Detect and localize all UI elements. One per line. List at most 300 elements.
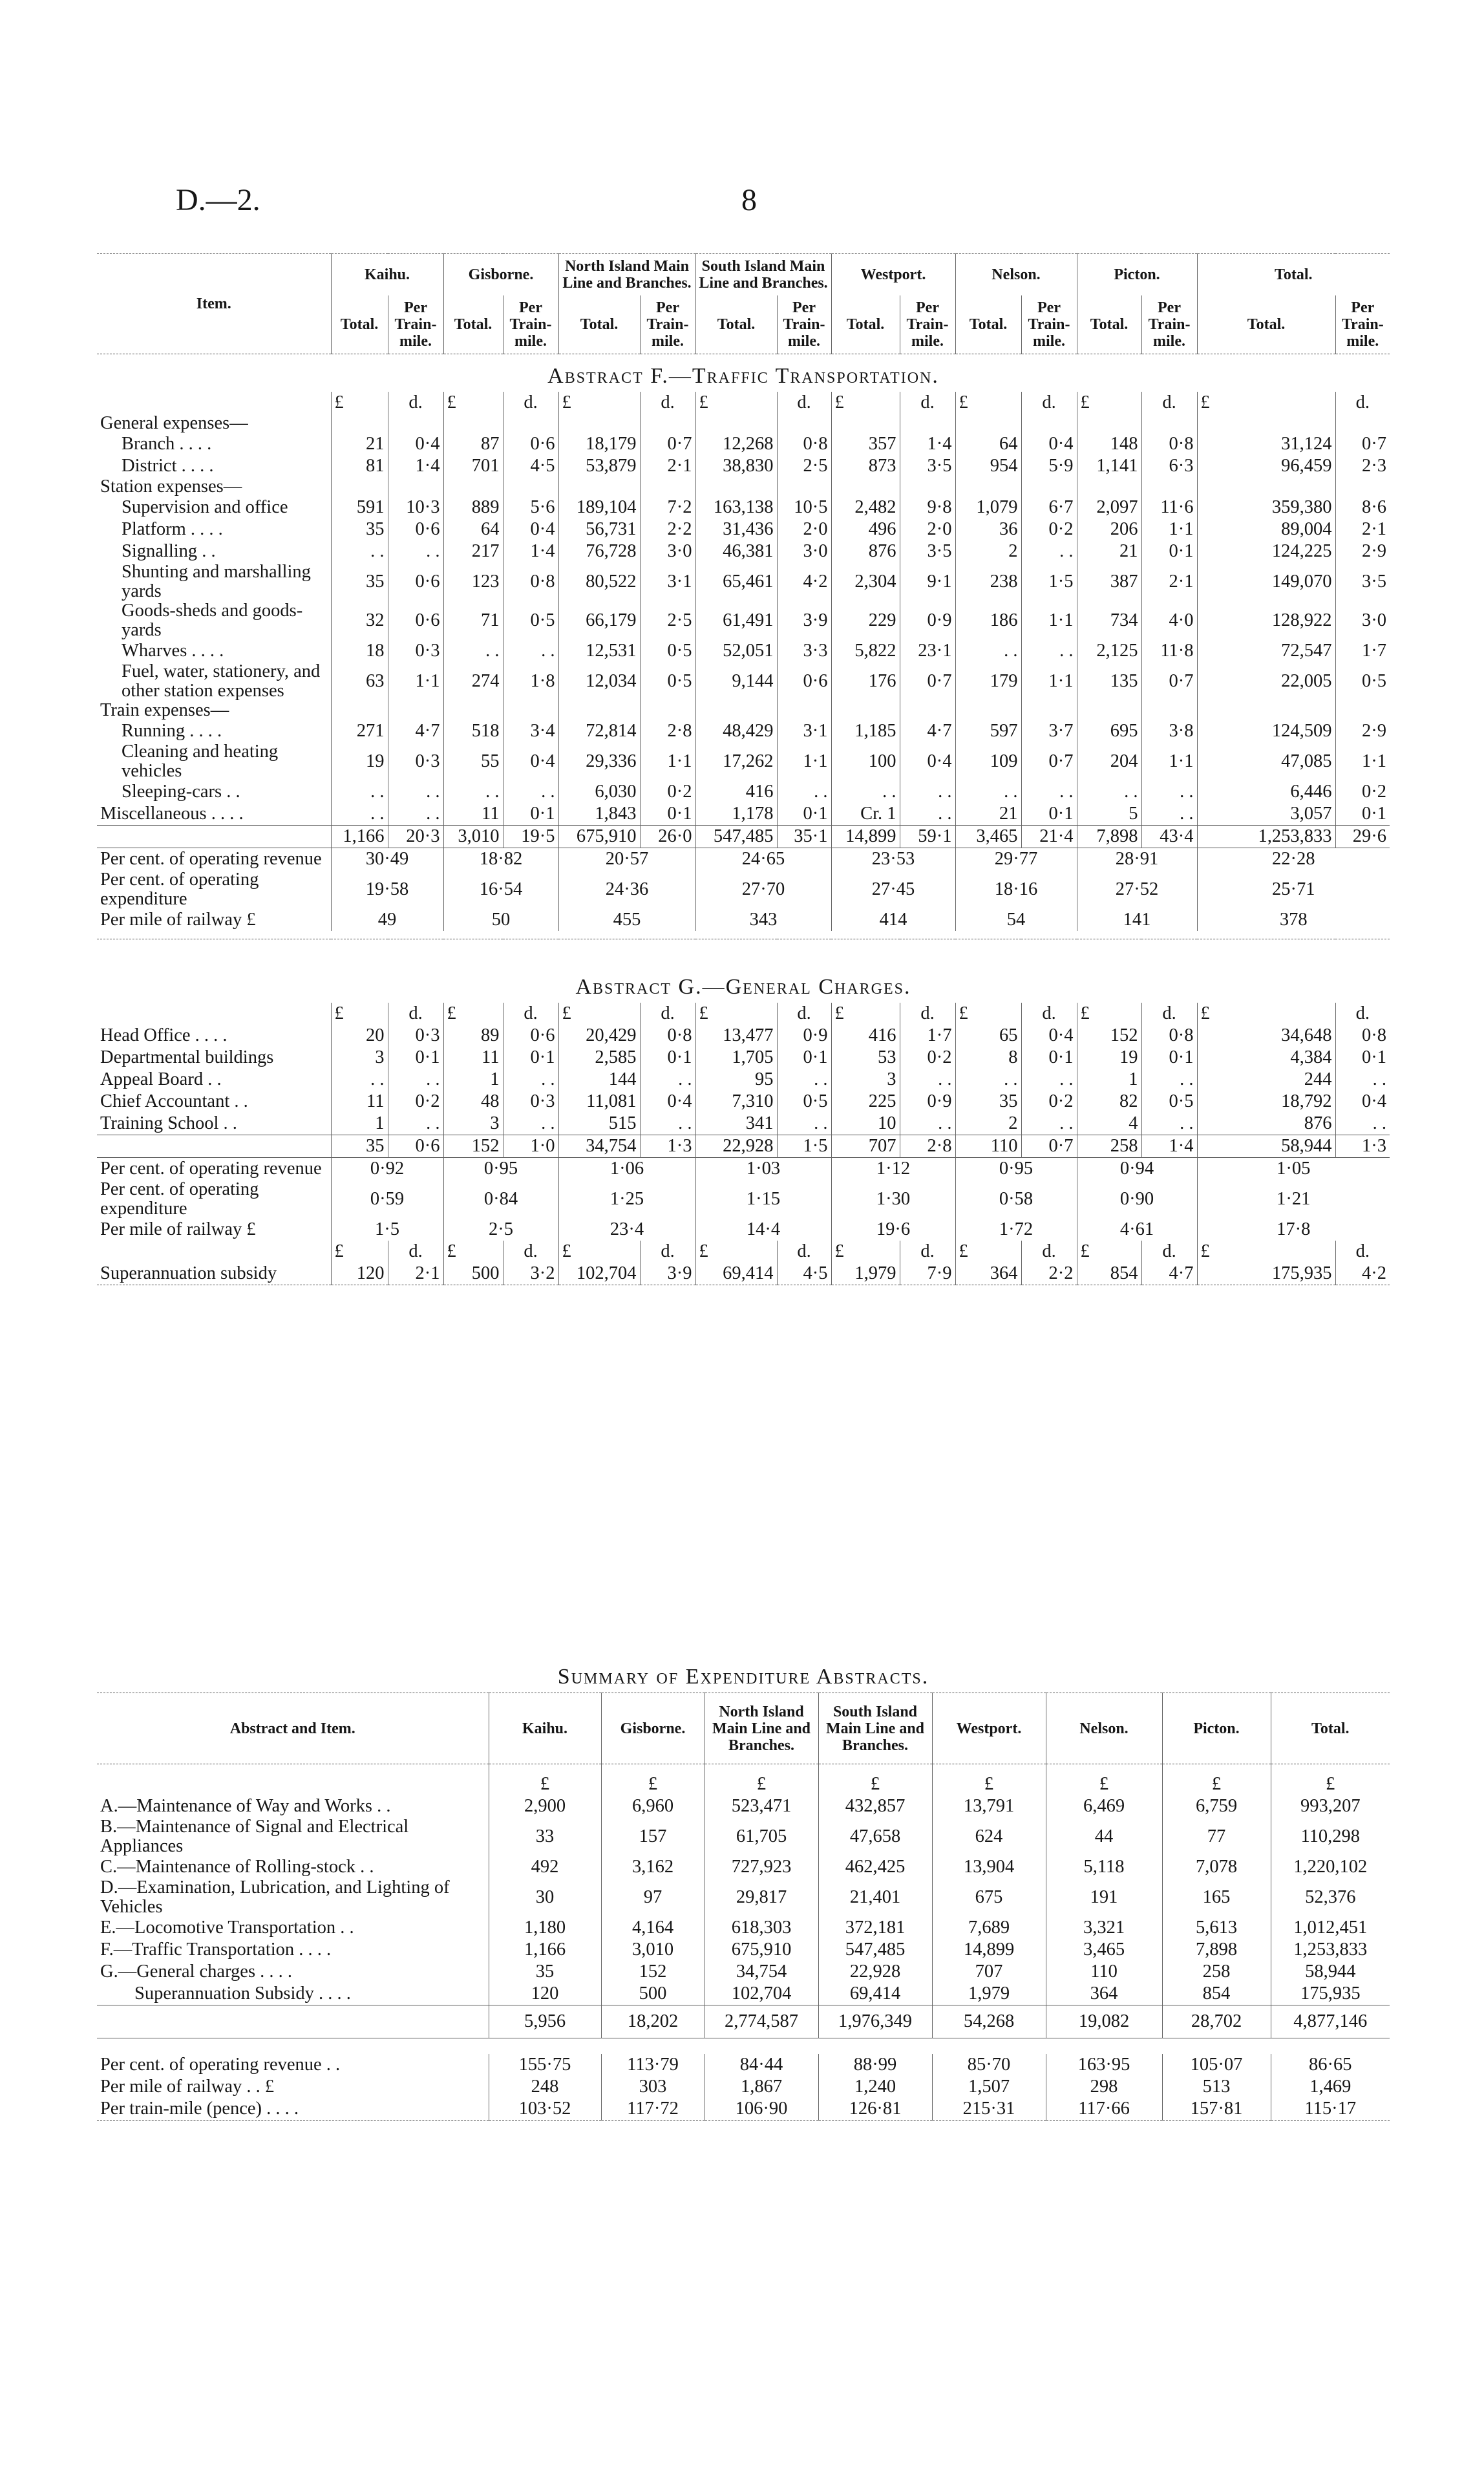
table-cell: 5: [1077, 803, 1141, 826]
summary-row-label: G.—General charges . . . .: [100, 1961, 293, 1982]
table-cell: . .: [900, 1069, 955, 1091]
table-cell: 18: [331, 640, 388, 662]
stat-cell: 0·58: [955, 1180, 1077, 1219]
table-cell: 1·8: [503, 662, 558, 701]
table-cell: 9,144: [695, 662, 777, 701]
total-cell: 1·3: [1335, 1135, 1390, 1158]
stat-cell: 28·91: [1077, 848, 1197, 871]
unit-pence: d.: [388, 392, 443, 414]
summary-cell: 61,705: [705, 1817, 818, 1856]
summary-cell: 7,898: [1162, 1939, 1271, 1961]
table-cell: 4·5: [777, 1263, 831, 1285]
table-cell: 3·8: [1141, 720, 1197, 742]
table-cell: 1,079: [955, 497, 1021, 518]
table-cell: 96,459: [1197, 455, 1335, 477]
table-cell: 0·4: [900, 742, 955, 781]
unit-pound: £: [695, 1003, 777, 1025]
table-cell: 3,057: [1197, 803, 1335, 826]
row-label: Superannuation subsidy: [100, 1263, 277, 1283]
summary-stat-cell: 1,240: [818, 2076, 932, 2098]
summary-cell: 3,465: [1046, 1939, 1162, 1961]
table-cell: 12,268: [695, 433, 777, 455]
unit-pound: £: [1197, 392, 1335, 414]
total-cell: 1,253,833: [1197, 826, 1335, 848]
table-cell: 1,185: [831, 720, 900, 742]
summary-stat-cell: 126·81: [818, 2098, 932, 2121]
table-cell: 0·1: [1021, 803, 1077, 826]
stat-cell: 1·72: [955, 1219, 1077, 1241]
stat-cell: 14·4: [695, 1219, 831, 1241]
table-cell: 72,547: [1197, 640, 1335, 662]
table-cell: 0·1: [388, 1047, 443, 1069]
summary-total-cell: 18,202: [601, 2005, 705, 2038]
table-row: [97, 540, 1390, 562]
total-subheader: Total.: [443, 295, 503, 354]
unit-pound: £: [558, 392, 640, 414]
summary-stat-cell: 115·17: [1271, 2098, 1390, 2121]
table-cell: 0·6: [388, 601, 443, 640]
table-cell: [831, 701, 900, 720]
unit-pound: £: [443, 1241, 503, 1263]
summary-cell: 7,689: [932, 1917, 1046, 1939]
table-cell: [1335, 701, 1390, 720]
stat-cell: 1·30: [831, 1180, 955, 1219]
table-cell: . .: [1335, 1113, 1390, 1135]
stat-cell: 0·59: [331, 1180, 443, 1219]
row-label: Branch . . . .: [122, 434, 212, 454]
table-cell: . .: [831, 781, 900, 803]
stat-cell: 24·36: [558, 870, 695, 909]
summary-stat-row: [97, 2054, 1390, 2076]
table-cell: . .: [1141, 1113, 1197, 1135]
table-cell: 3·1: [777, 720, 831, 742]
table-cell: 48,429: [695, 720, 777, 742]
table-cell: 3·5: [1335, 562, 1390, 601]
table-cell: 954: [955, 455, 1021, 477]
table-cell: 0·4: [388, 433, 443, 455]
table-cell: 123: [443, 562, 503, 601]
abstracts-body: [97, 354, 1390, 1285]
table-cell: 7·9: [900, 1263, 955, 1285]
summary-cell: 30: [489, 1878, 601, 1917]
row-label: Train expenses—: [100, 700, 229, 720]
table-cell: [1077, 414, 1141, 433]
unit-pence: d.: [777, 1003, 831, 1025]
per-train-mile-subheader: Per Train-mile.: [388, 295, 443, 354]
summary-cell: 5,118: [1046, 1856, 1162, 1878]
summary-total-row: [97, 2005, 1390, 2038]
table-cell: 229: [831, 601, 900, 640]
unit-row: [97, 1241, 1390, 1263]
summary-cell: 58,944: [1271, 1961, 1390, 1983]
stat-cell: 0·95: [443, 1158, 558, 1181]
column-header: [97, 254, 1390, 354]
table-cell: 1·1: [1021, 601, 1077, 640]
table-cell: 0·7: [900, 662, 955, 701]
table-cell: 2,125: [1077, 640, 1141, 662]
table-row: [97, 742, 1390, 781]
table-row: [97, 662, 1390, 701]
table-cell: 0·1: [1021, 1047, 1077, 1069]
table-cell: 2·9: [1335, 720, 1390, 742]
table-cell: [1141, 414, 1197, 433]
table-cell: 0·2: [1021, 1091, 1077, 1113]
table-cell: 102,704: [558, 1263, 640, 1285]
stat-cell: 54: [955, 909, 1077, 931]
per-train-mile-subheader: Per Train-mile.: [640, 295, 695, 354]
table-cell: 0·1: [1141, 1047, 1197, 1069]
table-cell: 36: [955, 518, 1021, 540]
table-cell: 8: [955, 1047, 1021, 1069]
summary-cell: 3,162: [601, 1856, 705, 1878]
unit-pound: £: [818, 1764, 932, 1796]
table-cell: 35: [331, 562, 388, 601]
summary-total-cell: 54,268: [932, 2005, 1046, 2038]
table-cell: 2·2: [1021, 1263, 1077, 1285]
unit-pence: d.: [388, 1003, 443, 1025]
table-cell: 76,728: [558, 540, 640, 562]
table-cell: 0·1: [503, 1047, 558, 1069]
row-label: Platform . . . .: [122, 519, 223, 539]
summary-stat-cell: 157·81: [1162, 2098, 1271, 2121]
table-cell: 3·3: [777, 640, 831, 662]
summary-cell: 7,078: [1162, 1856, 1271, 1878]
table-cell: 1·1: [640, 742, 695, 781]
table-cell: 5,822: [831, 640, 900, 662]
unit-pound: £: [705, 1764, 818, 1796]
table-cell: 2·0: [777, 518, 831, 540]
table-cell: 48: [443, 1091, 503, 1113]
table-cell: . .: [1021, 781, 1077, 803]
table-cell: . .: [503, 640, 558, 662]
table-cell: 1: [331, 1113, 388, 1135]
row-label: Wharves . . . .: [122, 641, 224, 661]
stat-cell: 23·53: [831, 848, 955, 871]
table-cell: . .: [443, 781, 503, 803]
total-cell: 675,910: [558, 826, 640, 848]
unit-pence: d.: [1141, 392, 1197, 414]
table-cell: 876: [1197, 1113, 1335, 1135]
stat-cell: 27·52: [1077, 870, 1197, 909]
table-row: [97, 1091, 1390, 1113]
summary-stat-cell: 163·95: [1046, 2054, 1162, 2076]
summary-cell: 13,904: [932, 1856, 1046, 1878]
summary-column-header: Westport.: [932, 1693, 1046, 1764]
table-cell: 0·5: [640, 640, 695, 662]
summary-row: [97, 1983, 1390, 2005]
total-subheader: Total.: [695, 295, 777, 354]
table-cell: 3·1: [640, 562, 695, 601]
table-cell: [1197, 701, 1335, 720]
table-cell: 11,081: [558, 1091, 640, 1113]
table-cell: [331, 477, 388, 497]
total-cell: 59·1: [900, 826, 955, 848]
table-cell: 0·7: [1141, 662, 1197, 701]
row-label: Signalling . .: [122, 541, 216, 561]
table-cell: 4·5: [503, 455, 558, 477]
table-cell: . .: [331, 781, 388, 803]
stat-cell: 19·6: [831, 1219, 955, 1241]
table-cell: 2·2: [640, 518, 695, 540]
table-cell: 55: [443, 742, 503, 781]
total-row: [97, 826, 1390, 848]
summary-row-label: C.—Maintenance of Rolling-stock . .: [100, 1857, 374, 1877]
table-cell: 3: [443, 1113, 503, 1135]
table-cell: 63: [331, 662, 388, 701]
stat-cell: 25·71: [1197, 870, 1390, 909]
summary-row-label: Superannuation Subsidy . . . .: [134, 1983, 351, 2004]
table-cell: 10·5: [777, 497, 831, 518]
summary-cell: 110,298: [1271, 1817, 1390, 1856]
table-row: [97, 1263, 1390, 1285]
table-cell: [900, 701, 955, 720]
summary-total-cell: 5,956: [489, 2005, 601, 2038]
group-header: Picton.: [1077, 254, 1197, 296]
table-cell: 217: [443, 540, 503, 562]
stat-cell: 1·12: [831, 1158, 955, 1181]
table-cell: 11: [443, 1047, 503, 1069]
table-cell: [695, 477, 777, 497]
summary-stat-row: [97, 909, 1390, 931]
table-cell: 81: [331, 455, 388, 477]
unit-pound: £: [1162, 1764, 1271, 1796]
unit-pence: d.: [388, 1241, 443, 1263]
summary-stat-cell: 303: [601, 2076, 705, 2098]
summary-cell: 97: [601, 1878, 705, 1917]
table-cell: [1141, 477, 1197, 497]
table-cell: 35: [955, 1091, 1021, 1113]
table-cell: [1077, 701, 1141, 720]
table-cell: 1,705: [695, 1047, 777, 1069]
table-cell: 124,225: [1197, 540, 1335, 562]
table-cell: 204: [1077, 742, 1141, 781]
stat-cell: 20·57: [558, 848, 695, 871]
summary-cell: 624: [932, 1817, 1046, 1856]
unit-pound: £: [1271, 1764, 1390, 1796]
table-cell: 2: [955, 1113, 1021, 1135]
per-train-mile-subheader: Per Train-mile.: [777, 295, 831, 354]
table-cell: . .: [1141, 781, 1197, 803]
spacer-row: [97, 931, 1390, 939]
unit-pound: £: [331, 392, 388, 414]
table-cell: 0·6: [777, 662, 831, 701]
table-cell: . .: [388, 540, 443, 562]
stat-cell: 27·45: [831, 870, 955, 909]
table-cell: 0·5: [777, 1091, 831, 1113]
table-cell: 124,509: [1197, 720, 1335, 742]
per-train-mile-subheader: Per Train-mile.: [1335, 295, 1390, 354]
summary-cell: 6,469: [1046, 1795, 1162, 1817]
table-cell: [503, 414, 558, 433]
table-cell: 1,979: [831, 1263, 900, 1285]
total-cell: 58,944: [1197, 1135, 1335, 1158]
per-train-mile-subheader: Per Train-mile.: [1021, 295, 1077, 354]
table-cell: [640, 414, 695, 433]
summary-cell: 5,613: [1162, 1917, 1271, 1939]
table-cell: 69,414: [695, 1263, 777, 1285]
unit-pound: £: [831, 1241, 900, 1263]
table-cell: . .: [900, 803, 955, 826]
unit-pound: £: [695, 392, 777, 414]
group-header: Westport.: [831, 254, 955, 296]
summary-stat-cell: 1,867: [705, 2076, 818, 2098]
table-cell: 31,436: [695, 518, 777, 540]
table-cell: 0·9: [777, 1025, 831, 1047]
table-cell: 0·4: [640, 1091, 695, 1113]
table-cell: 53: [831, 1047, 900, 1069]
summary-cell: 462,425: [818, 1856, 932, 1878]
section-title-row: [97, 354, 1390, 392]
stat-label: Per cent. of operating revenue: [97, 848, 331, 871]
table-cell: 0·8: [1141, 1025, 1197, 1047]
section-title: Abstract F.—Traffic Transportation.: [547, 364, 939, 388]
table-cell: 0·5: [1335, 662, 1390, 701]
summary-row-label: E.—Locomotive Transportation . .: [100, 1918, 354, 1938]
table-cell: 2·5: [777, 455, 831, 477]
summary-cell: 675: [932, 1878, 1046, 1917]
table-row: [97, 1025, 1390, 1047]
table-cell: [640, 701, 695, 720]
row-label: Fuel, water, stationery, and other station expenses: [122, 661, 321, 701]
table-cell: [388, 414, 443, 433]
table-cell: 0·4: [503, 518, 558, 540]
table-cell: 271: [331, 720, 388, 742]
summary-stat-cell: 215·31: [932, 2098, 1046, 2121]
table-cell: 1·5: [1021, 562, 1077, 601]
table-cell: . .: [955, 640, 1021, 662]
table-cell: 1·1: [1021, 662, 1077, 701]
table-cell: [331, 701, 388, 720]
summary-cell: 4,164: [601, 1917, 705, 1939]
table-cell: 0·7: [1335, 433, 1390, 455]
total-subheader: Total.: [831, 295, 900, 354]
table-cell: 0·8: [1335, 1025, 1390, 1047]
total-label: [97, 2005, 489, 2038]
unit-pound: £: [955, 1241, 1021, 1263]
unit-pence: d.: [503, 1241, 558, 1263]
summary-title: Summary of Expenditure Abstracts.: [557, 1665, 929, 1689]
table-cell: 873: [831, 455, 900, 477]
stat-cell: 27·70: [695, 870, 831, 909]
table-cell: . .: [777, 1113, 831, 1135]
unit-pence: d.: [900, 1241, 955, 1263]
stat-cell: 1·21: [1197, 1180, 1390, 1219]
stat-cell: 1·25: [558, 1180, 695, 1219]
table-cell: 0·3: [388, 742, 443, 781]
summary-stat-cell: 105·07: [1162, 2054, 1271, 2076]
table-cell: 6·7: [1021, 497, 1077, 518]
table-cell: . .: [900, 1113, 955, 1135]
per-train-mile-subheader: Per Train-mile.: [503, 295, 558, 354]
table-cell: 11: [443, 803, 503, 826]
table-cell: 1·1: [388, 662, 443, 701]
total-cell: 3,010: [443, 826, 503, 848]
summary-total-cell: 1,976,349: [818, 2005, 932, 2038]
spacer: [97, 939, 1390, 966]
summary-item-header: Abstract and Item.: [229, 1720, 355, 1737]
unit-pence: d.: [640, 392, 695, 414]
table-cell: 2·5: [640, 601, 695, 640]
summary-column-header: South Island Main Line and Branches.: [818, 1693, 932, 1764]
unit-pence: d.: [1021, 1003, 1077, 1025]
table-cell: 19: [1077, 1047, 1141, 1069]
summary-stat-cell: 248: [489, 2076, 601, 2098]
summary-table-wrapper: [97, 1655, 1390, 2121]
table-cell: 2,482: [831, 497, 900, 518]
table-cell: . .: [1141, 803, 1197, 826]
per-train-mile-subheader: Per Train-mile.: [1141, 295, 1197, 354]
stat-label: Per cent. of operating expenditure: [100, 1179, 259, 1219]
table-cell: 1·1: [1141, 742, 1197, 781]
table-cell: 1·1: [1335, 742, 1390, 781]
table-cell: . .: [1335, 1069, 1390, 1091]
table-cell: . .: [640, 1113, 695, 1135]
table-cell: 32: [331, 601, 388, 640]
table-cell: 515: [558, 1113, 640, 1135]
table-cell: 186: [955, 601, 1021, 640]
total-cell: 110: [955, 1135, 1021, 1158]
table-cell: 38,830: [695, 455, 777, 477]
table-cell: 6,446: [1197, 781, 1335, 803]
unit-pound: £: [558, 1003, 640, 1025]
summary-total-cell: 19,082: [1046, 2005, 1162, 2038]
table-cell: 854: [1077, 1263, 1141, 1285]
unit-row: [97, 392, 1390, 414]
summary-cell: 1,253,833: [1271, 1939, 1390, 1961]
table-cell: 0·2: [640, 781, 695, 803]
table-cell: 0·8: [640, 1025, 695, 1047]
total-cell: 43·4: [1141, 826, 1197, 848]
table-cell: 387: [1077, 562, 1141, 601]
table-cell: 0·4: [1021, 433, 1077, 455]
table-cell: 0·7: [1021, 742, 1077, 781]
table-cell: 21: [1077, 540, 1141, 562]
total-subheader: Total.: [331, 295, 388, 354]
table-cell: 238: [955, 562, 1021, 601]
table-cell: 1,141: [1077, 455, 1141, 477]
summary-cell: 44: [1046, 1817, 1162, 1856]
table-cell: 31,124: [1197, 433, 1335, 455]
table-row: [97, 1113, 1390, 1135]
stat-cell: 18·82: [443, 848, 558, 871]
table-cell: [777, 477, 831, 497]
table-cell: 597: [955, 720, 1021, 742]
table-cell: 1,178: [695, 803, 777, 826]
table-cell: 0·3: [503, 1091, 558, 1113]
table-cell: 3·2: [503, 1263, 558, 1285]
summary-stat-cell: 1,507: [932, 2076, 1046, 2098]
summary-cell: 1,012,451: [1271, 1917, 1390, 1939]
table-cell: 0·5: [503, 601, 558, 640]
table-cell: 1,843: [558, 803, 640, 826]
table-cell: 0·1: [503, 803, 558, 826]
unit-row: [97, 1764, 1390, 1796]
table-cell: . .: [777, 781, 831, 803]
unit-pound: £: [1077, 1241, 1141, 1263]
stat-cell: 50: [443, 909, 558, 931]
per-train-mile-subheader: Per Train-mile.: [900, 295, 955, 354]
unit-pence: d.: [640, 1003, 695, 1025]
table-cell: 89: [443, 1025, 503, 1047]
summary-table: [97, 1693, 1390, 2121]
summary-column-header: Picton.: [1162, 1693, 1271, 1764]
summary-cell: 1,180: [489, 1917, 601, 1939]
table-cell: 3: [831, 1069, 900, 1091]
unit-pound: £: [601, 1764, 705, 1796]
summary-stat-row: [97, 1180, 1390, 1219]
table-cell: Cr. 1: [831, 803, 900, 826]
table-cell: [388, 701, 443, 720]
